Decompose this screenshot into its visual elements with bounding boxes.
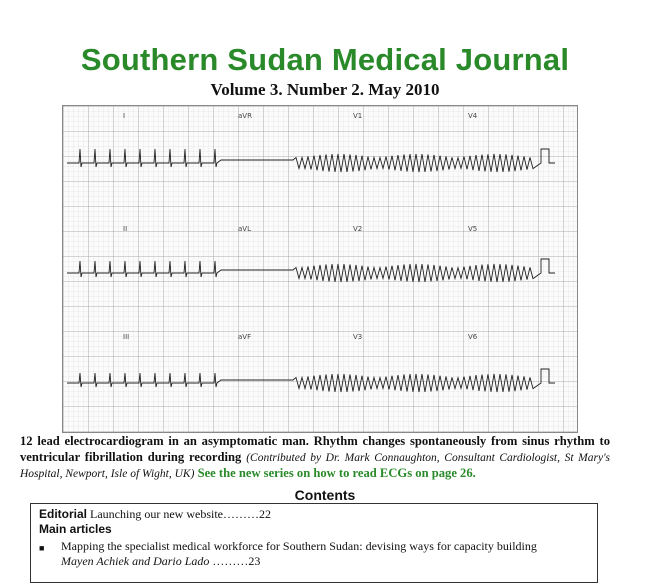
article-title: Mapping the specialist medical workforce for Southern Sudan: devising ways for capacity building [61,539,537,553]
ecg-lead-label: V6 [468,333,478,341]
ecg-trace-figure [63,106,577,432]
editorial-label: Editorial [39,507,88,521]
article-page: ………23 [212,554,261,568]
ecg-lead-label: aVF [238,333,252,341]
ecg-lead-label: V4 [468,112,478,120]
journal-issue: Volume 3. Number 2. May 2010 [210,80,440,99]
ecg-lead-label: II [123,225,128,233]
figure-caption [20,434,610,483]
contents-heading: Contents [294,487,356,503]
ecg-lead-label: III [123,333,130,341]
ecg-lead-label: V3 [353,333,363,341]
list-item[interactable] [39,539,589,569]
ecg-lead-label: V5 [468,225,478,233]
caption-text: 12 lead electrocardiogram in an asymptomatic man. Rhythm changes spontaneously from sinus rhythm to ventricular fibrillation during recording [20,434,610,464]
editorial-text: Launching our new website………22 [90,507,271,521]
editorial-entry[interactable] [39,507,589,522]
bullet-icon: ■ [39,543,45,553]
ecg-lead-label: aVR [238,112,252,120]
ecg-series-link[interactable]: See the new series on how to read ECGs on page 26. [197,466,476,480]
main-articles-label: Main articles [39,522,112,536]
ecg-image [62,105,578,433]
ecg-lead-label: I [123,112,126,120]
caption-credit: (Contributed by Dr. Mark Connaughton, Consultant Cardiologist, St Mary's Hospital, Newport, Isle of Wight, UK) [20,451,611,480]
ecg-lead-label: V2 [353,225,363,233]
journal-title: Southern Sudan Medical Journal [80,42,570,77]
ecg-lead-label: aVL [238,225,251,233]
contents-box [30,503,598,583]
article-authors: Mayen Achiek and Dario Lado [61,554,210,568]
ecg-lead-label: V1 [353,112,363,120]
